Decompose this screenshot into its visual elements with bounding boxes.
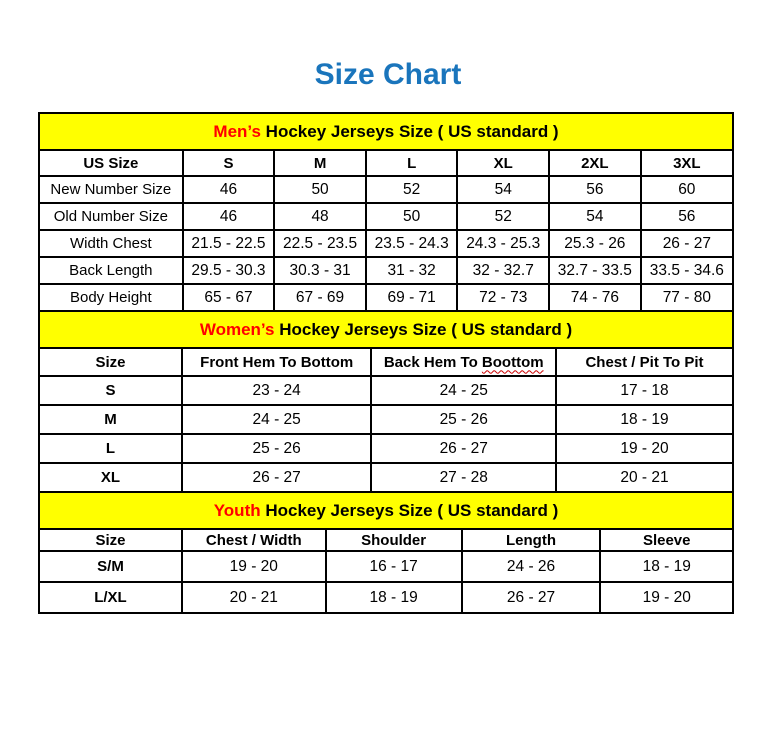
page-title: Size Chart — [314, 58, 462, 91]
men-row — [39, 203, 733, 230]
youth-row-label: S/M — [39, 551, 182, 582]
men-section-band — [39, 113, 733, 150]
men-value-cell: 25.3 - 26 — [549, 230, 641, 257]
men-value-cell: 29.5 - 30.3 — [183, 257, 275, 284]
men-value-cell: 54 — [549, 203, 641, 230]
men-row-label: Old Number Size — [39, 203, 183, 230]
youth-col-header: Shoulder — [326, 529, 462, 551]
men-size-table — [38, 112, 734, 312]
women-band-text: Hockey Jerseys Size ( US standard ) — [274, 319, 573, 339]
size-chart-page — [0, 58, 776, 614]
men-value-cell: 65 - 67 — [183, 284, 275, 311]
women-col-header: Chest / Pit To Pit — [556, 348, 733, 376]
women-row-label: L — [39, 434, 182, 463]
men-value-cell: 56 — [549, 176, 641, 203]
youth-row — [39, 582, 733, 613]
women-value-cell: 23 - 24 — [182, 376, 371, 405]
youth-value-cell: 16 - 17 — [326, 551, 462, 582]
men-value-cell: 69 - 71 — [366, 284, 458, 311]
youth-col-header: Sleeve — [600, 529, 733, 551]
men-col-header: US Size — [39, 150, 183, 176]
women-band-highlight: Women’s — [199, 319, 275, 339]
men-col-header: 3XL — [641, 150, 733, 176]
men-value-cell: 52 — [366, 176, 458, 203]
men-row-label: Body Height — [39, 284, 183, 311]
men-row-label: Back Length — [39, 257, 183, 284]
women-value-cell: 25 - 26 — [182, 434, 371, 463]
men-value-cell: 60 — [641, 176, 733, 203]
youth-band-highlight: Youth — [213, 500, 261, 520]
women-value-cell: 19 - 20 — [556, 434, 733, 463]
men-value-cell: 72 - 73 — [457, 284, 549, 311]
women-section-band — [39, 311, 733, 348]
youth-value-cell: 24 - 26 — [462, 551, 601, 582]
men-row-label: New Number Size — [39, 176, 183, 203]
men-value-cell: 46 — [183, 176, 275, 203]
women-value-cell: 18 - 19 — [556, 405, 733, 434]
misspelled-word: Boottom — [481, 353, 544, 371]
men-col-header: L — [366, 150, 458, 176]
women-row-label: S — [39, 376, 182, 405]
women-size-table — [38, 310, 734, 493]
youth-col-header: Length — [462, 529, 601, 551]
youth-size-table — [38, 491, 734, 614]
men-value-cell: 21.5 - 22.5 — [183, 230, 275, 257]
men-col-header: XL — [457, 150, 549, 176]
men-value-cell: 74 - 76 — [549, 284, 641, 311]
youth-value-cell: 18 - 19 — [326, 582, 462, 613]
women-row — [39, 376, 733, 405]
men-col-header: M — [274, 150, 366, 176]
men-col-header: 2XL — [549, 150, 641, 176]
youth-section-band — [39, 492, 733, 529]
men-value-cell: 77 - 80 — [641, 284, 733, 311]
women-col-header: Size — [39, 348, 182, 376]
men-value-cell: 56 — [641, 203, 733, 230]
men-band-highlight: Men’s — [213, 121, 261, 141]
men-value-cell: 32 - 32.7 — [457, 257, 549, 284]
men-header-row — [39, 150, 733, 176]
youth-value-cell: 19 - 20 — [600, 582, 733, 613]
youth-value-cell: 26 - 27 — [462, 582, 601, 613]
women-value-cell: 20 - 21 — [556, 463, 733, 492]
youth-band-text: Hockey Jerseys Size ( US standard ) — [260, 500, 559, 520]
youth-value-cell: 18 - 19 — [600, 551, 733, 582]
men-col-header: S — [183, 150, 275, 176]
men-row-label: Width Chest — [39, 230, 183, 257]
women-value-cell: 24 - 25 — [182, 405, 371, 434]
youth-col-header: Chest / Width — [182, 529, 326, 551]
men-value-cell: 46 — [183, 203, 275, 230]
men-value-cell: 54 — [457, 176, 549, 203]
youth-row-label: L/XL — [39, 582, 182, 613]
youth-header-row — [39, 529, 733, 551]
men-value-cell: 50 — [274, 176, 366, 203]
women-header-row — [39, 348, 733, 376]
men-value-cell: 26 - 27 — [641, 230, 733, 257]
youth-value-cell: 20 - 21 — [182, 582, 326, 613]
youth-value-cell: 19 - 20 — [182, 551, 326, 582]
men-value-cell: 23.5 - 24.3 — [366, 230, 458, 257]
men-row — [39, 230, 733, 257]
women-value-cell: 27 - 28 — [371, 463, 556, 492]
men-value-cell: 52 — [457, 203, 549, 230]
youth-col-header: Size — [39, 529, 182, 551]
women-value-cell: 26 - 27 — [182, 463, 371, 492]
women-row — [39, 405, 733, 434]
men-value-cell: 48 — [274, 203, 366, 230]
women-col-header: Front Hem To Bottom — [182, 348, 371, 376]
women-value-cell: 17 - 18 — [556, 376, 733, 405]
men-value-cell: 32.7 - 33.5 — [549, 257, 641, 284]
men-band-text: Hockey Jerseys Size ( US standard ) — [260, 121, 559, 141]
men-value-cell: 30.3 - 31 — [274, 257, 366, 284]
youth-row — [39, 551, 733, 582]
women-value-cell: 26 - 27 — [371, 434, 556, 463]
men-value-cell: 22.5 - 23.5 — [274, 230, 366, 257]
men-value-cell: 31 - 32 — [366, 257, 458, 284]
women-value-cell: 24 - 25 — [371, 376, 556, 405]
size-tables — [38, 112, 734, 614]
men-value-cell: 50 — [366, 203, 458, 230]
men-value-cell: 67 - 69 — [274, 284, 366, 311]
men-value-cell: 24.3 - 25.3 — [457, 230, 549, 257]
men-row — [39, 176, 733, 203]
men-value-cell: 33.5 - 34.6 — [641, 257, 733, 284]
women-row-label: XL — [39, 463, 182, 492]
men-row — [39, 257, 733, 284]
women-row — [39, 434, 733, 463]
women-value-cell: 25 - 26 — [371, 405, 556, 434]
men-row — [39, 284, 733, 311]
women-row-label: M — [39, 405, 182, 434]
women-row — [39, 463, 733, 492]
women-col-header: Back Hem To Boottom — [371, 348, 556, 376]
